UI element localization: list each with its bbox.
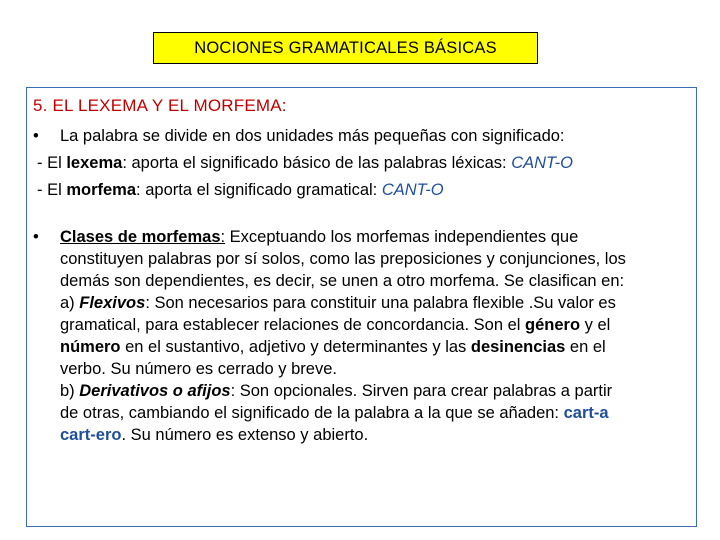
lexema-term: lexema: [66, 154, 123, 172]
derivativos-text-3: . Su número es extenso y abierto.: [121, 426, 369, 444]
section-heading: 5. EL LEXEMA Y EL MORFEMA:: [33, 96, 287, 115]
morfema-text: : aporta el significado gramatical:: [136, 181, 382, 199]
desinencias-term: desinencias: [470, 338, 566, 356]
bullet-lexema-morfema: [33, 123, 683, 204]
flexivos-line-1: [33, 292, 683, 314]
clases-colon: :: [220, 228, 226, 246]
morfema-example: CANT-O: [381, 181, 444, 199]
flexivos-text-4: en el sustantivo, adjetivo y determinantes y las: [120, 338, 471, 356]
content-box: [26, 87, 697, 527]
flexivos-letter: a): [60, 294, 80, 312]
derivativos-term: Derivativos o afijos: [79, 382, 231, 400]
page-title: NOCIONES GRAMATICALES BÁSICAS: [194, 38, 497, 57]
morfema-term: morfema: [66, 181, 137, 199]
derivativos-letter: b): [60, 382, 80, 400]
example-cartero: cart-ero: [60, 426, 122, 444]
lexema-example: CANT-O: [511, 154, 573, 172]
clases-line-2: constituyen palabras por sí solos, como las preposiciones y conjunciones, los: [60, 250, 626, 268]
flexivos-text-3: y el: [580, 316, 611, 334]
flexivos-line-3: [33, 336, 683, 358]
flexivos-term: Flexivos: [79, 294, 146, 312]
derivativos-text-2: de otras, cambiando el significado de la palabra a la que se añaden:: [60, 404, 564, 422]
lexema-text: : aporta el significado básico de las palabras léxicas:: [122, 154, 512, 172]
lexema-line: [33, 150, 683, 177]
bullet1-intro: La palabra se divide en dos unidades más pequeñas con significado:: [60, 127, 565, 145]
bullet-icon: •: [33, 228, 39, 246]
derivativos-line-3: [33, 424, 683, 446]
example-carta: cart-a: [563, 404, 609, 422]
title-box: [153, 32, 538, 64]
flexivos-line-4: verbo. Su número es cerrado y breve.: [60, 360, 337, 378]
flexivos-text-1: : Son necesarios para constituir una palabra flexible .Su valor es: [145, 294, 616, 312]
clases-line-3: demás son dependientes, es decir, se unen a otro morfema. Se clasifican en:: [60, 272, 625, 290]
clases-line-1: [33, 226, 683, 248]
morfema-prefix: - El: [37, 181, 67, 199]
morfema-line: [33, 177, 683, 204]
derivativos-text-1: : Son opcionales. Sirven para crear palabras a partir: [230, 382, 613, 400]
derivativos-line-1: [33, 380, 683, 402]
flexivos-text-2: gramatical, para establecer relaciones de concordancia. Son el: [60, 316, 526, 334]
clases-text-1: Exceptuando los morfemas independientes que: [225, 228, 579, 246]
clases-term: Clases de morfemas: [60, 228, 221, 246]
bullet-icon: •: [33, 127, 39, 145]
numero-term: número: [60, 338, 121, 356]
flexivos-line-2: [33, 314, 683, 336]
genero-term: género: [525, 316, 581, 334]
bullet-clases-morfemas: [33, 226, 683, 446]
flexivos-text-5: en el: [565, 338, 606, 356]
derivativos-line-2: [33, 402, 683, 424]
lexema-prefix: - El: [37, 154, 67, 172]
